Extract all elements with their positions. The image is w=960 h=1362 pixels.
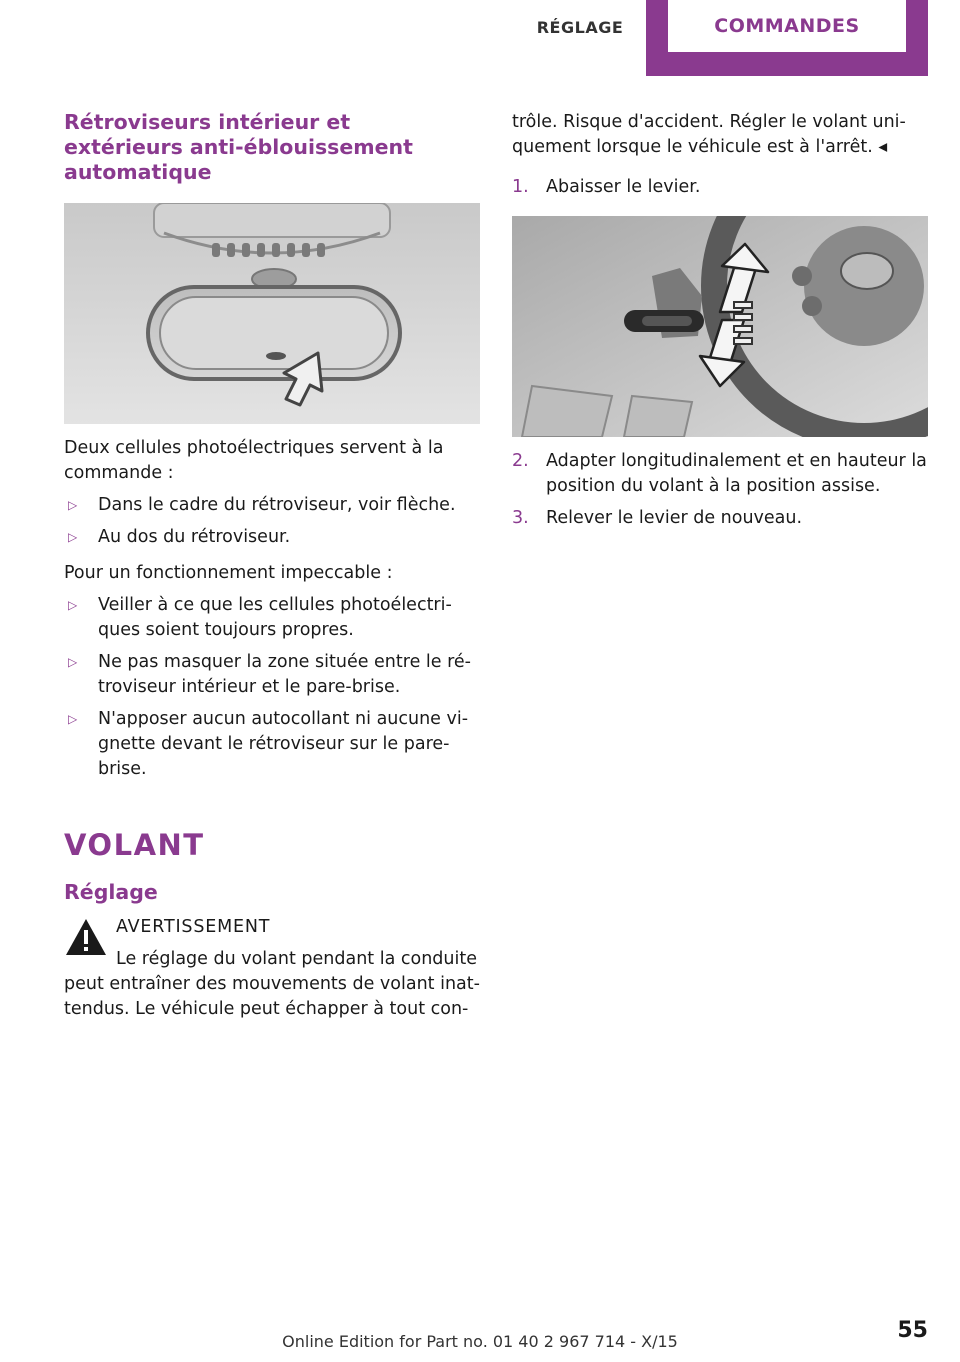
warning-triangle-icon	[64, 917, 108, 957]
mirror-photo-illustration	[64, 203, 480, 424]
steering-lever-photo	[512, 216, 928, 437]
mirror-photo	[64, 203, 480, 424]
mirror-intro: Deux cellules photoélectriques servent à la commande :	[64, 438, 444, 483]
list-item	[64, 707, 482, 782]
list-item-text: Veiller à ce que les cellules photoélectriques soient toujours propres.	[98, 595, 452, 640]
footer-edition: Online Edition for Part no. 01 40 2 967 714 - X/15	[282, 1332, 678, 1351]
steps-list-a	[512, 175, 928, 200]
steering-lever-illustration	[512, 216, 928, 437]
warning-block	[64, 915, 482, 1022]
step-text: Abaisser le levier.	[546, 177, 701, 197]
right-column	[512, 110, 928, 531]
step-number: 1.	[512, 177, 529, 197]
warning-text: Le réglage du volant pendant la conduite peut entraîner des mouvements de volant inattendus. Le véhicule peut échapper à tout con-	[64, 949, 480, 1019]
list-item	[512, 175, 928, 200]
header-chapter-label: COMMANDES	[668, 0, 906, 52]
list-item-text: Ne pas masquer la zone située entre le rétroviseur intérieur et le pare-brise.	[98, 652, 471, 697]
steps-list-b	[512, 449, 928, 531]
bullet-icon: ▷	[68, 498, 78, 512]
list-item	[512, 506, 928, 531]
page-number: 55	[897, 1318, 928, 1343]
care-list	[64, 593, 482, 782]
sensor-list	[64, 493, 482, 550]
step-number: 2.	[512, 451, 529, 471]
step-text: Adapter longitudinalement et en hauteur la position du volant à la position assise.	[546, 451, 927, 496]
list-item	[64, 650, 482, 700]
list-item	[64, 593, 482, 643]
bullet-icon: ▷	[68, 530, 78, 544]
bullet-icon: ▷	[68, 712, 78, 726]
warning-continuation: trôle. Risque d'accident. Régler le volant uniquement lorsque le véhicule est à l'arrêt. ◂	[512, 112, 906, 157]
list-item	[64, 493, 482, 518]
list-item-text: Dans le cadre du rétroviseur, voir flèche.	[98, 495, 456, 515]
list-item-text: Au dos du rétroviseur.	[98, 527, 291, 547]
list-item-text: N'apposer aucun autocollant ni aucune vignette devant le rétroviseur sur le pare-brise.	[98, 709, 469, 779]
header-section-label: RÉGLAGE	[536, 18, 624, 37]
mirror-heading: Rétroviseurs intérieur et extérieurs anti-éblouissement automatique	[64, 110, 413, 184]
step-text: Relever le levier de nouveau.	[546, 508, 803, 528]
care-intro: Pour un fonctionnement impeccable :	[64, 563, 393, 583]
bullet-icon: ▷	[68, 655, 78, 669]
subsection-title: Réglage	[64, 880, 158, 904]
list-item	[512, 449, 928, 499]
left-column	[64, 110, 482, 1022]
bullet-icon: ▷	[68, 598, 78, 612]
header-chapter-tab	[646, 0, 928, 76]
warning-label: AVERTISSEMENT	[116, 917, 271, 937]
list-item	[64, 525, 482, 550]
step-number: 3.	[512, 508, 529, 528]
section-title: VOLANT	[64, 828, 205, 862]
